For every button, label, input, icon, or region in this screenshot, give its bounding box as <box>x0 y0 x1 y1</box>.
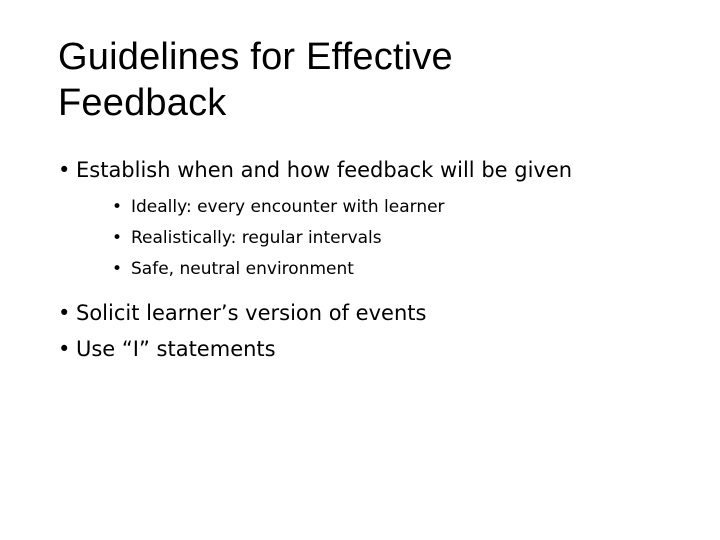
bullet-item-establish <box>58 152 698 285</box>
sub-bullet-item-realistically: • Realistically: regular intervals <box>112 223 698 254</box>
slide-title-line-2: Feedback <box>58 82 227 124</box>
bullet-item-use-i-statements: • Use “I” statements <box>58 331 698 367</box>
slide-title-line-1: Guidelines for Effective <box>58 36 453 78</box>
slide-title <box>58 34 678 126</box>
bullet-text: Establish when and how feedback will be given <box>76 158 573 182</box>
sub-bullet-item-ideally: • Ideally: every encounter with learner <box>112 192 698 223</box>
bullet-list <box>58 152 698 367</box>
bullet-item-solicit: • Solicit learner’s version of events <box>58 295 698 331</box>
sub-bullet-list <box>112 192 698 285</box>
sub-bullet-item-safe: • Safe, neutral environment <box>112 254 698 285</box>
